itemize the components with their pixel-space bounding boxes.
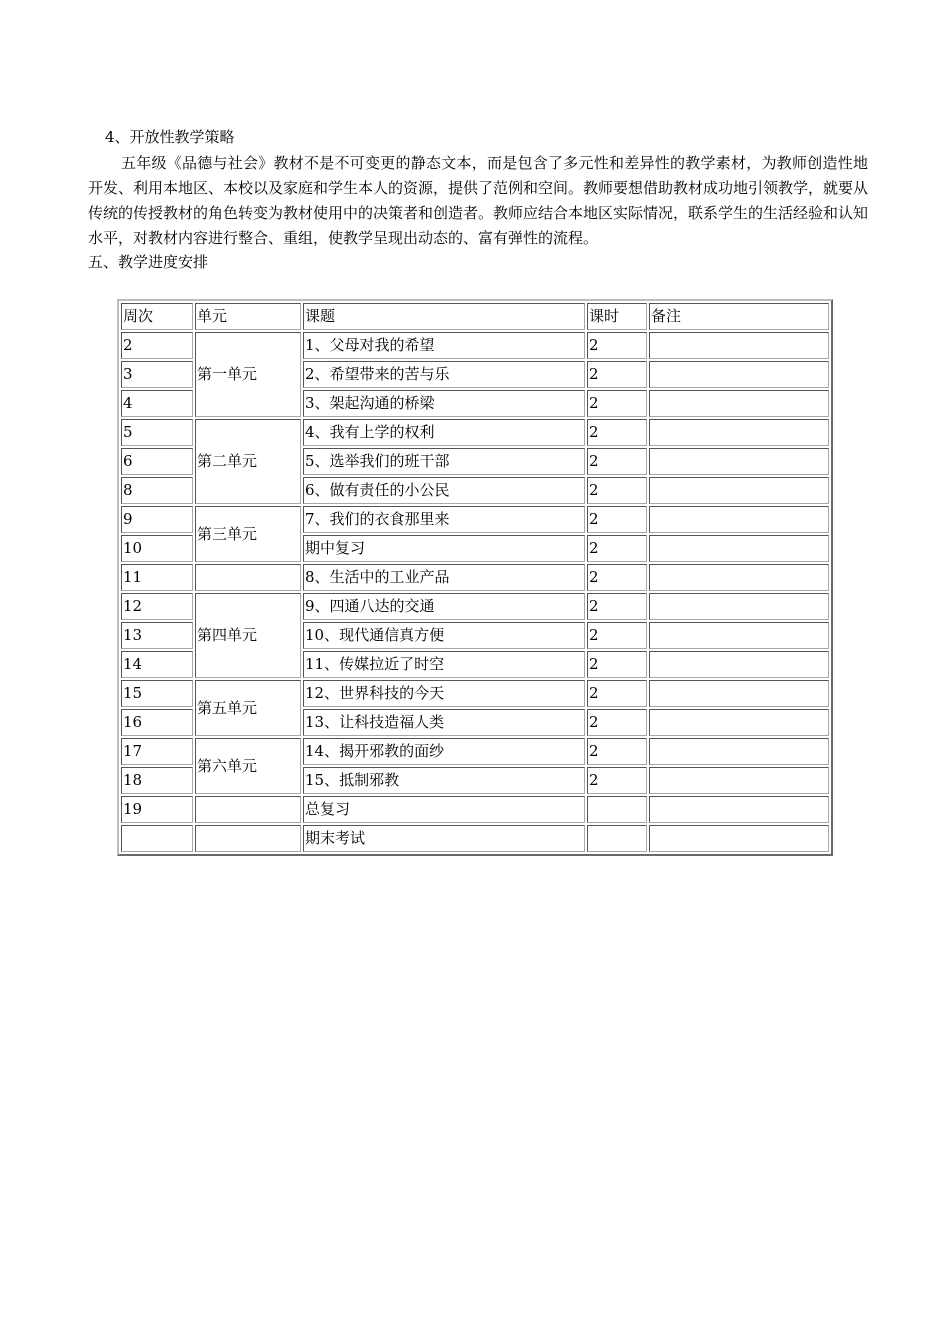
hours-cell: 2 [587, 448, 647, 475]
header-notes: 备注 [649, 303, 829, 330]
section-5-heading: 五、教学进度安排 [88, 253, 209, 271]
hours-cell [587, 796, 647, 823]
notes-cell [649, 622, 829, 649]
notes-cell [649, 419, 829, 446]
hours-cell: 2 [587, 419, 647, 446]
hours-cell: 2 [587, 622, 647, 649]
notes-cell [649, 332, 829, 359]
topic-cell: 9、四通八达的交通 [303, 593, 585, 620]
table-row [121, 564, 829, 591]
section-4-paragraph: 五年级《品德与社会》教材不是不可变更的静态文本，而是包含了多元性和差异性的教学素材，为教师创造性地开发、利用本地区、本校以及家庭和学生本人的资源，提供了范例和空间。教师要想借助教材成功地引领教学，就要从传统的传授教材的角色转变为教材使用中的决策者和创造者。教师应结合本地区实际情况，联系学生的生活经验和认知水平，对教材内容进行整合、重组，使教学呈现出动态的、富有弹性的流程。 [88, 154, 869, 247]
topic-cell: 1、父母对我的希望 [303, 332, 585, 359]
topic-cell: 期末考试 [303, 825, 585, 852]
week-cell: 18 [121, 767, 193, 794]
topic-cell: 14、揭开邪教的面纱 [303, 738, 585, 765]
notes-cell [649, 593, 829, 620]
table-row [121, 419, 829, 446]
hours-cell: 2 [587, 564, 647, 591]
hours-cell: 2 [587, 361, 647, 388]
hours-cell: 2 [587, 767, 647, 794]
notes-cell [649, 651, 829, 678]
unit-cell: 第六单元 [195, 738, 301, 794]
table-row [121, 825, 829, 852]
week-cell: 11 [121, 564, 193, 591]
hours-cell: 2 [587, 332, 647, 359]
unit-cell [195, 564, 301, 591]
topic-cell: 15、抵制邪教 [303, 767, 585, 794]
unit-cell: 第五单元 [195, 680, 301, 736]
topic-cell: 8、生活中的工业产品 [303, 564, 585, 591]
topic-cell: 7、我们的衣食那里来 [303, 506, 585, 533]
notes-cell [649, 535, 829, 562]
topic-cell: 5、选举我们的班干部 [303, 448, 585, 475]
header-hours: 课时 [587, 303, 647, 330]
week-cell: 16 [121, 709, 193, 736]
unit-cell [195, 796, 301, 823]
notes-cell [649, 767, 829, 794]
topic-cell: 4、我有上学的权利 [303, 419, 585, 446]
hours-cell: 2 [587, 477, 647, 504]
week-cell: 19 [121, 796, 193, 823]
table-row [121, 680, 829, 707]
week-cell: 8 [121, 477, 193, 504]
topic-cell: 10、现代通信真方便 [303, 622, 585, 649]
hours-cell: 2 [587, 593, 647, 620]
week-cell: 5 [121, 419, 193, 446]
week-cell: 2 [121, 332, 193, 359]
notes-cell [649, 361, 829, 388]
notes-cell [649, 796, 829, 823]
week-cell: 17 [121, 738, 193, 765]
notes-cell [649, 738, 829, 765]
week-cell: 13 [121, 622, 193, 649]
schedule-table [117, 299, 833, 856]
notes-cell [649, 709, 829, 736]
hours-cell: 2 [587, 738, 647, 765]
notes-cell [649, 477, 829, 504]
week-cell: 10 [121, 535, 193, 562]
table-header-row [121, 303, 829, 330]
notes-cell [649, 564, 829, 591]
table-row [121, 796, 829, 823]
hours-cell: 2 [587, 709, 647, 736]
topic-cell: 6、做有责任的小公民 [303, 477, 585, 504]
topic-cell: 12、世界科技的今天 [303, 680, 585, 707]
unit-cell: 第四单元 [195, 593, 301, 678]
topic-cell: 3、架起沟通的桥梁 [303, 390, 585, 417]
notes-cell [649, 825, 829, 852]
hours-cell [587, 825, 647, 852]
notes-cell [649, 448, 829, 475]
unit-cell: 第三单元 [195, 506, 301, 562]
topic-cell: 2、希望带来的苦与乐 [303, 361, 585, 388]
unit-cell [195, 825, 301, 852]
header-topic: 课题 [303, 303, 585, 330]
header-week: 周次 [121, 303, 193, 330]
week-cell: 15 [121, 680, 193, 707]
week-cell: 12 [121, 593, 193, 620]
hours-cell: 2 [587, 506, 647, 533]
topic-cell: 13、让科技造福人类 [303, 709, 585, 736]
topic-cell: 总复习 [303, 796, 585, 823]
hours-cell: 2 [587, 680, 647, 707]
header-unit: 单元 [195, 303, 301, 330]
unit-cell: 第二单元 [195, 419, 301, 504]
hours-cell: 2 [587, 390, 647, 417]
table-row [121, 332, 829, 359]
week-cell: 14 [121, 651, 193, 678]
notes-cell [649, 390, 829, 417]
notes-cell [649, 506, 829, 533]
table-row [121, 506, 829, 533]
hours-cell: 2 [587, 651, 647, 678]
week-cell: 3 [121, 361, 193, 388]
topic-cell: 期中复习 [303, 535, 585, 562]
section-4-heading: 4、开放性教学策略 [105, 128, 235, 146]
week-cell: 6 [121, 448, 193, 475]
unit-cell: 第一单元 [195, 332, 301, 417]
week-cell: 4 [121, 390, 193, 417]
hours-cell: 2 [587, 535, 647, 562]
topic-cell: 11、传媒拉近了时空 [303, 651, 585, 678]
week-cell [121, 825, 193, 852]
week-cell: 9 [121, 506, 193, 533]
notes-cell [649, 680, 829, 707]
table-row [121, 738, 829, 765]
table-row [121, 593, 829, 620]
